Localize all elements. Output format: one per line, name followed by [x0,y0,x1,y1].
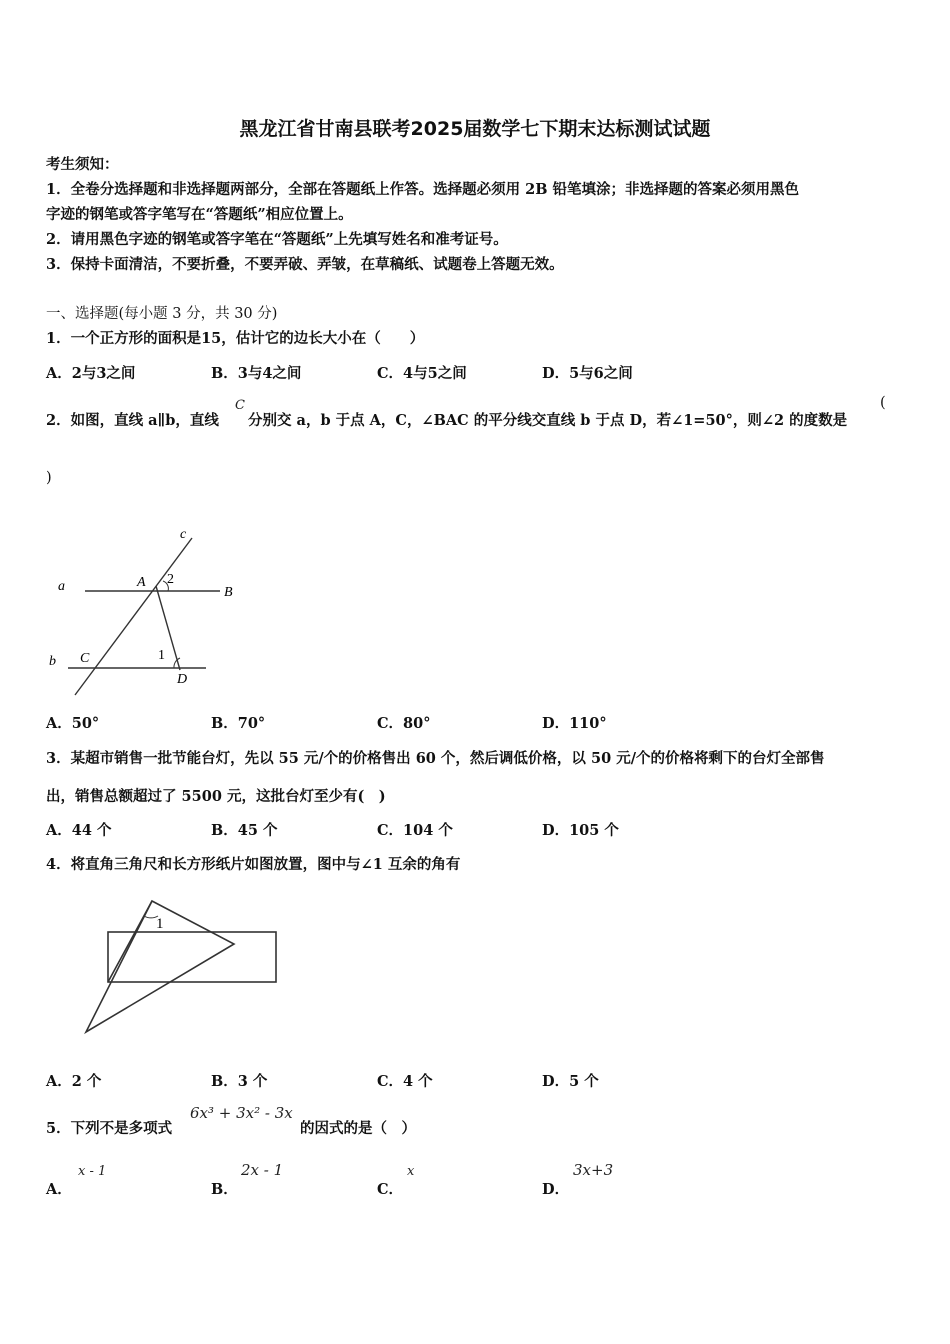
q5-option-c[interactable]: C． [377,1181,404,1198]
q4-option-a[interactable]: A．2 个 [46,1073,102,1090]
label-A: A [137,575,146,590]
q5-option-b[interactable]: B． [211,1181,238,1198]
q5-option-d-expr: 3x+3 [573,1161,614,1179]
line-c [75,538,192,695]
label-1: 1 [158,648,165,663]
q4-option-c[interactable]: C．4 个 [377,1073,433,1090]
q5-stem-part1: 5．下列不是多项式 [46,1120,173,1137]
q3-option-d[interactable]: D．105 个 [542,822,619,839]
label-1: 1 [156,916,164,932]
q4-figure [70,890,290,1040]
q5-option-b-expr: 2x - 1 [241,1161,284,1179]
q3-option-b[interactable]: B．45 个 [211,822,278,839]
notice-line-3: 3．保持卡面清洁，不要折叠，不要弄破、弄皱，在草稿纸、试题卷上答题无效。 [46,256,564,273]
q3-option-a[interactable]: A．44 个 [46,822,112,839]
label-b: b [49,654,56,669]
q5-stem-part2: 的因式的是（ ） [300,1120,416,1137]
label-B: B [224,585,233,600]
notice-line-1a: 1．全卷分选择题和非选择题两部分，全部在答题纸上作答。选择题必须用 2B 铅笔填涂；非选择题的答案必须用黑色 [46,181,800,198]
diagonal-line [108,901,152,982]
q5-polynomial: 6x³ + 3x² - 3x [190,1104,293,1122]
q4-option-b[interactable]: B．3 个 [211,1073,268,1090]
q5-option-a-expr: x - 1 [78,1164,107,1179]
label-a: a [58,579,65,594]
label-C: C [80,651,90,666]
q2-stem-line-c: C [235,398,245,413]
q2-open-paren: ( [880,395,886,411]
q4-stem: 4．将直角三角尺和长方形纸片如图放置，图中与∠1 互余的角有 [46,856,461,873]
q1-option-a[interactable]: A．2与3之间 [46,365,136,382]
q5-option-c-expr: x [407,1164,415,1179]
notice-heading: 考生须知： [46,156,119,173]
notice-line-1b: 字迹的钢笔或答字笔写在“答题纸”相应位置上。 [46,206,353,223]
q3-option-c[interactable]: C．104 个 [377,822,453,839]
q1-option-c[interactable]: C．4与5之间 [377,365,467,382]
section-heading: 一、选择题(每小题 3 分，共 30 分) [46,306,278,322]
label-D: D [177,672,188,687]
q5-option-a[interactable]: A． [46,1181,72,1198]
q3-stem-line2: 出，销售总额超过了 5500 元，这批台灯至少有( ) [46,788,386,805]
q2-figure [40,520,260,700]
q2-option-d[interactable]: D．110° [542,715,607,732]
q4-option-d[interactable]: D．5 个 [542,1073,599,1090]
q3-stem-line1: 3．某超市销售一批节能台灯，先以 55 元/个的价格售出 60 个，然后调低价格，以 50 元/个的价格将剩下的台灯全部售 [46,750,825,767]
q1-option-d[interactable]: D．5与6之间 [542,365,633,382]
q1-stem: 1．一个正方形的面积是15，估计它的边长大小在（ ） [46,330,425,347]
q2-close-paren: ) [46,470,52,486]
page-title: 黑龙江省甘南县联考2025届数学七下期末达标测试试题 [239,118,711,140]
q2-option-c[interactable]: C．80° [377,715,431,732]
q1-option-b[interactable]: B．3与4之间 [211,365,302,382]
q2-stem-part1: 2．如图，直线 a∥b，直线 [46,412,219,429]
label-c: c [180,527,187,542]
q2-stem-part2: 分别交 a，b 于点 A，C，∠BAC 的平分线交直线 b 于点 D，若∠1=50°，则∠2 的度数是 [248,412,848,429]
q2-option-a[interactable]: A．50° [46,715,100,732]
label-2: 2 [167,572,174,587]
q5-option-d[interactable]: D． [542,1181,570,1198]
notice-line-2: 2．请用黑色字迹的钢笔或答字笔在“答题纸”上先填写姓名和准考证号。 [46,231,508,248]
q2-option-b[interactable]: B．70° [211,715,266,732]
